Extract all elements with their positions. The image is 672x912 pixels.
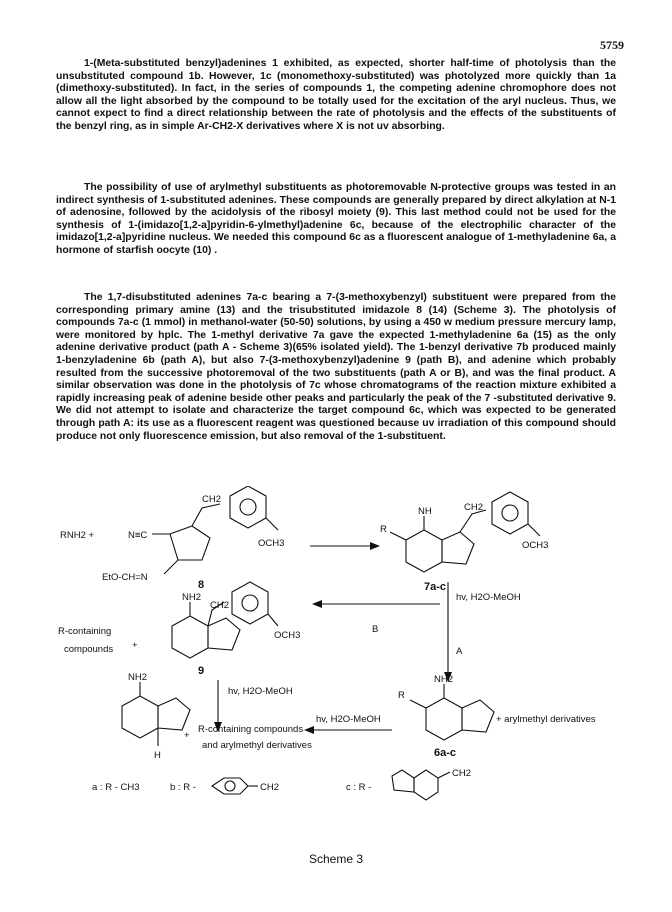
arylmethyl-derivs-label: and arylmethyl derivatives	[202, 740, 312, 751]
hv-label-1: hv, H2O-MeOH	[456, 592, 521, 603]
nh-label: NH	[418, 506, 432, 517]
compound-6ac-label: 6a-c	[434, 747, 457, 759]
compound-9-label: 9	[198, 665, 205, 677]
nh2-label-adenine: NH2	[128, 672, 148, 683]
plus-sign-9: +	[132, 640, 138, 651]
reaction-scheme	[52, 486, 622, 856]
imidazole-ring-7	[442, 532, 474, 564]
path-b-label: B	[372, 624, 379, 635]
eto-label: EtO-CH=N	[102, 572, 148, 583]
adenine-imidazole	[158, 698, 190, 730]
paragraph-1: 1-(Meta-substituted benzyl)adenines 1 exhibited, as expected, shorter half-time of photolysis than the unsubstituted compound 1b. However, 1c (monomethoxy-substituted) was photolyzed more quickly than 1a (dimethoxy-substituted). In fact, in the series of compounds 1, the competing adenine chromophore does not allow all the light absorbed by the compound to be totally used for the excitation of the aryl nucleus. Thus, we cannot expect to find a direct relationship between the rate of photolysis and the effects of the substituents of the benzyl ring, as in simple Ar-CH2-X derivatives where X is not uv absorbing.	[56, 58, 616, 132]
och3-label-9: OCH3	[274, 630, 301, 641]
pyrimidine-ring-7	[406, 530, 442, 572]
ch2-label-c: CH2	[452, 768, 472, 779]
imidazole-ring-c	[392, 770, 414, 792]
def-a-label: a : R - CH3	[92, 782, 140, 793]
nh2-label-6: NH2	[434, 674, 454, 685]
def-c-label: c : R -	[346, 782, 372, 793]
imidazole-ring-9	[208, 618, 240, 650]
compound-8-label: 8	[198, 579, 205, 591]
benzene-ring-9	[232, 582, 268, 624]
compounds-label: compounds	[64, 644, 114, 655]
scheme-drawing	[52, 486, 622, 856]
h-label-adenine: H	[154, 750, 161, 761]
ch2-label-8: CH2	[202, 494, 222, 505]
rnh2-label: RNH2 +	[60, 530, 95, 541]
def-b-label: b : R -	[170, 782, 196, 793]
adenine-pyrimidine	[122, 696, 158, 738]
hv-label-2: hv, H2O-MeOH	[228, 686, 293, 697]
hv-label-3: hv, H2O-MeOH	[316, 714, 381, 725]
pyrimidine-ring-6	[426, 698, 462, 740]
och3-label-8: OCH3	[258, 538, 285, 549]
r-label-6: R	[398, 690, 405, 701]
ch2-label-7: CH2	[464, 502, 484, 513]
r-label-7: R	[380, 524, 387, 535]
plus-arylmethyl-label: + arylmethyl derivatives	[496, 714, 596, 725]
imidazole-ring-8	[170, 526, 210, 560]
och3-label-7: OCH3	[522, 540, 549, 551]
scheme-caption: Scheme 3	[308, 852, 364, 866]
paragraph-3: The 1,7-disubstituted adenines 7a-c bearing a 7-(3-methoxybenzyl) substituent were prepared from the corresponding primary amine (13) and the trisubstituted imidazole 8 (14) (Scheme 3). The photolysis of compounds 7a-c (1 mmol) in methanol-water (50-50) solutions, by using a 450 w medium pressure mercury lamp, were monitored by hplc. The 1-methyl derivative 7a gave the expected 1-methyladenine 6a (15) as the only adenine derivative product (path A - Scheme 3)(65% isolated yield). The 1-benzyl derivative 7b produced mainly 1-benzyladenine 6b (path A), but also 7-(3-methoxybenzyl)adenine 9 (path B), and adenine which probably resulted from the successive photoremoval of the two substituents (path A or B), and was the final product. A similar observation was done in the photolysis of 7c whose chromatograms of the reaction mixture exhibited a rapidly increasing peak of adenine beside other peaks and particularly the peak of the 7 -substituted derivative 9. We did not attempt to isolate and characterize the target compound 6c, which was expected to be generated through path A: its use as a fluorescent reagent was questioned because uv irradiation of this compound should produce not only fluorescence emission, but also removal of the 1-substituent.	[56, 292, 616, 442]
compound-7ac-label: 7a-c	[424, 581, 447, 593]
nc-label: N≡C	[128, 530, 148, 541]
plus-sign-adenine: +	[184, 730, 190, 741]
nh2-label-9: NH2	[182, 592, 202, 603]
paragraph-2: The possibility of use of arylmethyl substituents as photoremovable N-protective groups was tested in an indirect synthesis of 1-substituted adenines. These compounds are generally prepared by direct alkylation at N-1 of adenosine, followed by the acidolysis of the ribosyl moiety (9). This last method could not be used for the synthesis of 1-(imidazo[1,2-a]pyridin-6-ylmethyl)adenine 6c, because of the electrophilic character of the imidazo[1,2-a]pyridine nucleus. We needed this compound 6c as a fluorescent analogue of 1-methyladenine 6a, a hormone of starfish oocyte (10) .	[56, 182, 616, 256]
benzene-ring-7	[492, 492, 528, 534]
benzene-ring-8	[230, 486, 266, 528]
benzene-ring-b	[212, 778, 248, 794]
pyridine-ring-c	[414, 770, 438, 800]
imidazole-ring-6	[462, 700, 494, 732]
r-compounds-label: R-containing compounds	[198, 724, 304, 735]
ch2-label-b: CH2	[260, 782, 280, 793]
path-a-label: A	[456, 646, 463, 657]
r-containing-label: R-containing	[58, 626, 112, 637]
page-number: 5759	[600, 38, 624, 52]
pyrimidine-ring-9	[172, 616, 208, 658]
ch2-label-9: CH2	[210, 600, 230, 611]
ch2-bond-8	[192, 504, 220, 526]
